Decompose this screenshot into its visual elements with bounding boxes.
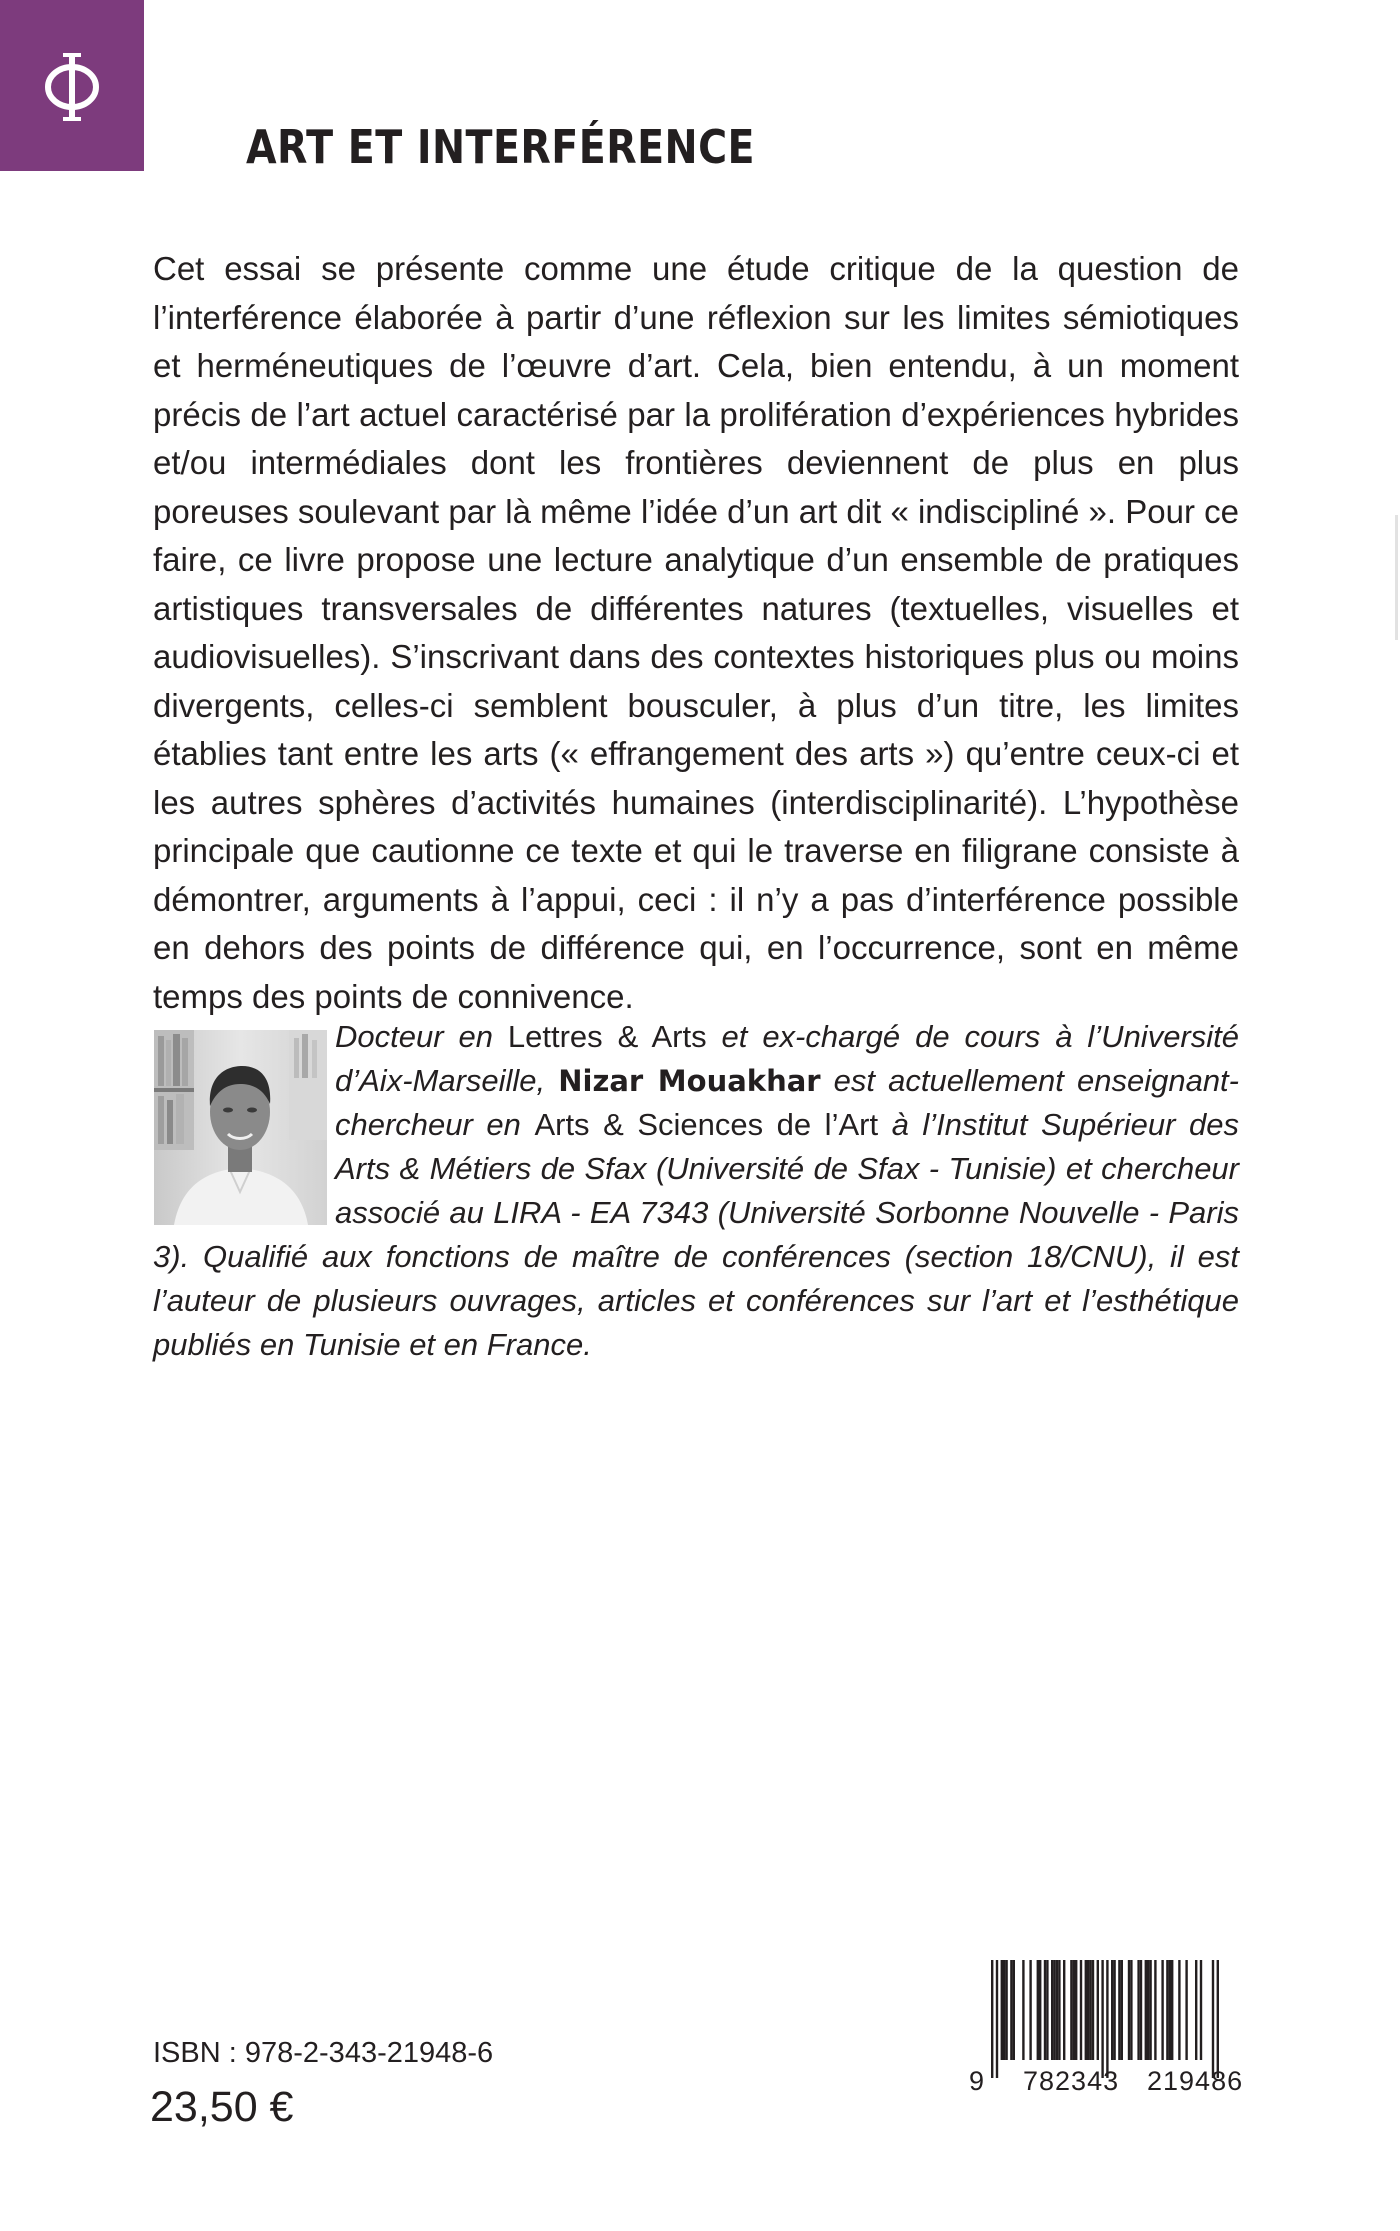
barcode-bar: [1001, 1960, 1003, 2060]
barcode-bar: [1106, 1960, 1108, 2078]
barcode-bar: [1217, 1960, 1219, 2078]
barcode-bar: [1022, 1960, 1024, 2060]
barcode-bar: [1039, 1960, 1041, 2060]
barcode-bar: [1051, 1960, 1053, 2060]
barcode-bar: [1087, 1960, 1089, 2060]
barcode-bar: [1003, 1960, 1005, 2060]
bio-text: Lettres & Arts: [507, 1019, 707, 1054]
barcode-bar: [1166, 1960, 1168, 2060]
barcode-bar: [1154, 1960, 1156, 2060]
barcode-bar: [1056, 1960, 1058, 2060]
barcode-bar: [1147, 1960, 1149, 2060]
bio-text: à l’Institut Supérieur des Arts & Métiers de Sfax (Université de Sfax - Tunisie) et chercheur associé au LIRA - EA 7343 (Université Sorbonne Nouvelle - Paris 3). Qualifié aux fonctions de maître de conférences (section 18/CNU), il est l’auteur de plusieurs ouvrages, articles et conférences sur l’art et l’esthétique publiés en Tunisie et en France.: [153, 1107, 1239, 1362]
barcode-bar: [1130, 1960, 1132, 2060]
barcode-bar: [1063, 1960, 1065, 2060]
barcode-digits-left: 782343: [1023, 2066, 1120, 2096]
barcode-bar: [1178, 1960, 1180, 2060]
book-title: ART ET INTERFÉRENCE: [246, 120, 756, 174]
barcode-bar: [1137, 1960, 1139, 2060]
barcode-bar: [1161, 1960, 1163, 2060]
barcode-bar: [1073, 1960, 1075, 2060]
bio-text: et ex-chargé de cours à l’Université d’Aix-Marseille,: [335, 1019, 1239, 1098]
barcode-bar: [1080, 1960, 1082, 2060]
barcode-bar: [1118, 1960, 1120, 2060]
author-bio: [153, 1015, 1239, 1367]
book-summary: Cet essai se présente comme une étude critique de la question de l’interférence élaborée à partir d’une réflexion sur les limites sémiotiques et herméneutiques de l’œuvre d’art. Cela, bien entendu, à un moment précis de l’art actuel caractérisé par la prolifération d’expériences hybrides et/ou intermédiales dont les frontières deviennent de plus en plus poreuses soulevant par là même l’idée d’un art dit « indiscipliné ». Pour ce faire, ce livre propose une lecture analytique d’un ensemble de pratiques artistiques transversales de différentes natures (textuelles, visuelles et audiovisuelles). S’inscrivant dans des contextes historiques plus ou moins divergents, celles-ci semblent bousculer, à plus d’un titre, les limites établies tant entre les arts (« effrangement des arts ») qu’entre ceux-ci et les autres sphères d’activités humaines (interdisciplinarité). L’hypothèse principale que cautionne ce texte et qui le traverse en filigrane consiste à démontrer, arguments à l’appui, ceci : il n’y a pas d’interférence possible en dehors des points de différence qui, en l’occurrence, sont en même temps des points de connivence.: [153, 250, 1239, 1015]
author-name: Nizar Mouakhar: [558, 1064, 821, 1098]
barcode-bar: [1195, 1960, 1197, 2060]
barcode-bar: [1010, 1960, 1012, 2060]
bio-text: est actuellement enseignant-chercheur en: [335, 1063, 1239, 1142]
edge-mark: [1395, 515, 1398, 640]
price: 23,50 €: [150, 2083, 294, 2131]
barcode-bar: [1113, 1960, 1115, 2060]
bio-text: Arts & Sciences de l’Art: [534, 1107, 879, 1142]
barcode-bar: [1092, 1960, 1094, 2060]
barcode-bar: [1070, 1960, 1072, 2060]
barcode-bar: [1029, 1960, 1031, 2060]
barcode-bar: [1097, 1960, 1099, 2060]
barcode-bar: [1075, 1960, 1077, 2060]
barcode-bar: [1037, 1960, 1039, 2060]
barcode-bar: [1212, 1960, 1214, 2078]
barcode-bar: [1013, 1960, 1015, 2060]
barcode-bar: [1140, 1960, 1142, 2060]
barcode-bar: [1145, 1960, 1147, 2060]
barcode-bar: [1089, 1960, 1091, 2060]
photo-spacer: [153, 1015, 335, 1221]
barcode-bar: [1171, 1960, 1173, 2060]
phi-icon: [37, 41, 107, 131]
barcode-bar: [1005, 1960, 1007, 2060]
barcode-bar: [1121, 1960, 1123, 2060]
barcode-bar: [1169, 1960, 1171, 2060]
barcode-bar: [1085, 1960, 1087, 2060]
bio-text: Docteur en: [335, 1019, 508, 1054]
barcode-bar: [1053, 1960, 1055, 2060]
barcode-bar: [1101, 1960, 1103, 2078]
barcode-bar: [1200, 1960, 1202, 2060]
barcode-bar: [991, 1960, 993, 2078]
barcode-bar: [1044, 1960, 1046, 2060]
barcode-bar: [1111, 1960, 1113, 2060]
barcode-digits-right: 219486: [1147, 2066, 1244, 2096]
barcode-bar: [1149, 1960, 1151, 2060]
isbn: ISBN : 978-2-343-21948-6: [153, 2037, 494, 2069]
barcode-bar: [1128, 1960, 1130, 2060]
barcode-digits: [961, 2066, 1251, 2100]
barcode-bar: [1185, 1960, 1187, 2060]
barcode-bar: [1058, 1960, 1060, 2060]
publisher-logo: [0, 0, 144, 171]
barcode-bar: [1046, 1960, 1048, 2060]
barcode-bar: [996, 1960, 998, 2078]
barcode-digit-first: 9: [969, 2066, 985, 2096]
